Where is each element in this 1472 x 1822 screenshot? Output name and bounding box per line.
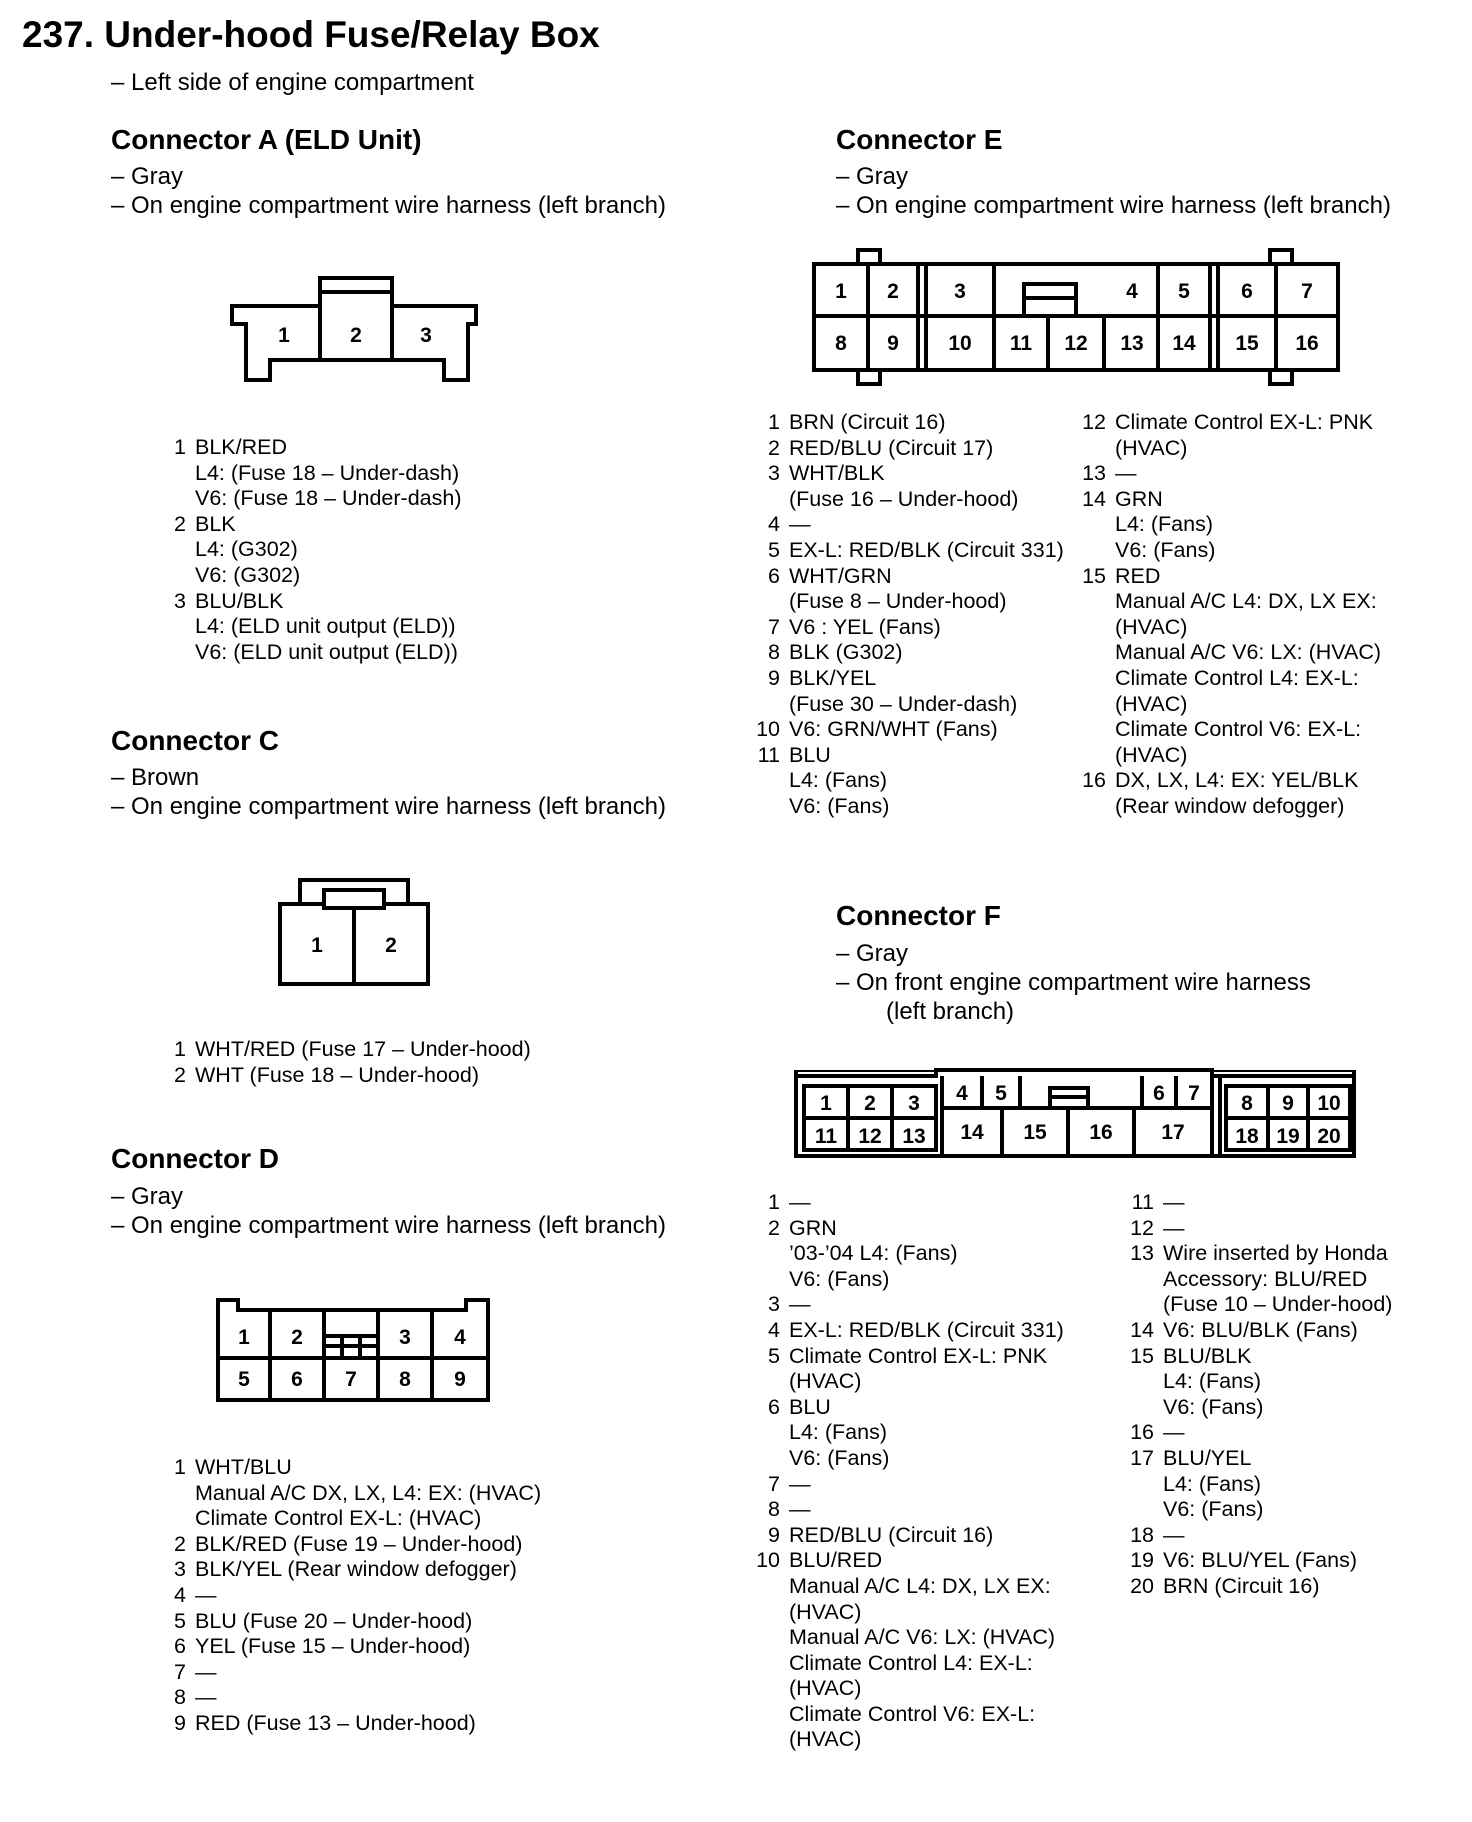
pin-f-8: 8 — [752, 1497, 1064, 1523]
pin-number: 15 [1130, 1343, 1154, 1368]
connector-d-cavity-1: 1 [238, 1326, 250, 1349]
pin-number: 11 [1131, 1190, 1154, 1214]
connector-d-cavity-4: 4 [454, 1326, 466, 1349]
connector-f-cavity-10: 10 [1317, 1092, 1341, 1115]
connector-d-cavity-8: 8 [399, 1368, 411, 1391]
pin-number: 11 [757, 742, 780, 767]
pin-number: 12 [1082, 410, 1106, 434]
connector-e-cavity-11: 11 [1009, 332, 1033, 355]
pin-number: 7 [768, 614, 780, 639]
connector-c-pin-list [158, 1037, 531, 1088]
pin-number: 20 [1130, 1573, 1154, 1598]
pin-number: 4 [768, 512, 780, 537]
connector-d-cavity-3: 3 [399, 1326, 411, 1349]
pin-d-7: 7 — [158, 1660, 541, 1686]
connector-d-cavity-9: 9 [454, 1368, 466, 1391]
connector-f-cavity-4: 4 [956, 1082, 968, 1105]
connector-e-cavity-15: 15 [1235, 332, 1259, 355]
pin-d-4: 4 — [158, 1583, 541, 1609]
connector-d-pin-list [158, 1455, 541, 1737]
pin-e-2: 2 RED/BLU (Circuit 17) [752, 436, 1064, 462]
connector-f-cavity-1: 1 [820, 1092, 832, 1115]
connector-f-cavity-5: 5 [995, 1082, 1007, 1105]
connector-e-cavity-10: 10 [948, 332, 972, 355]
connector-e-cavity-1: 1 [835, 280, 847, 303]
connector-e-cavity-2: 2 [887, 280, 899, 303]
pin-e-8: 8 BLK (G302) [752, 640, 1064, 666]
pin-number: 5 [174, 1608, 186, 1633]
pin-number: 8 [768, 640, 780, 665]
pin-number: 1 [174, 1455, 186, 1479]
pin-number: 12 [1130, 1215, 1154, 1240]
pin-c-2: 2 WHT (Fuse 18 – Under-hood) [158, 1063, 531, 1089]
pin-e-12: 12 Climate Control EX-L: PNK (HVAC) [1078, 410, 1381, 461]
pin-number: 16 [1130, 1420, 1154, 1445]
connector-f-cavity-11: 11 [814, 1125, 838, 1148]
pin-d-5: 5 BLU (Fuse 20 – Under-hood) [158, 1609, 541, 1635]
pin-number: 9 [768, 665, 780, 690]
pin-f-5: 5 Climate Control EX-L: PNK (HVAC) [752, 1344, 1064, 1395]
connector-a-cavity-3: 3 [420, 324, 432, 347]
connector-e-cavity-5: 5 [1178, 280, 1190, 303]
connector-f-cavity-6: 6 [1153, 1082, 1165, 1105]
connector-e-title: Connector E [836, 124, 1003, 155]
connector-f-location-cont: (left branch) [886, 998, 1015, 1025]
pin-number: 6 [768, 1394, 780, 1419]
pin-e-1: 1 BRN (Circuit 16) [752, 410, 1064, 436]
connector-e-color: – Gray [836, 163, 909, 190]
pin-e-15: 15 RED Manual A/C L4: DX, LX EX: (HVAC) Manual A/C V6: LX: (HVAC) Climate Control L4: EX-L: (HVAC) Climate Control V6: EX-L: (HVAC) [1078, 564, 1381, 769]
connector-e-cavity-7: 7 [1301, 280, 1313, 303]
pin-f-7: 7 — [752, 1472, 1064, 1498]
pin-number: 3 [174, 588, 186, 613]
connector-a-cavity-2: 2 [350, 324, 362, 347]
pin-number: 4 [174, 1582, 186, 1607]
pin-a-2: 2 BLK L4: (G302) V6: (G302) [158, 512, 462, 589]
connector-f-cavity-3: 3 [908, 1092, 920, 1115]
pin-number: 5 [768, 1343, 780, 1368]
pin-d-8: 8 — [158, 1685, 541, 1711]
pin-a-3: 3 BLU/BLK L4: (ELD unit output (ELD)) V6: (ELD unit output (ELD)) [158, 589, 462, 666]
pin-number: 2 [174, 1062, 186, 1087]
connector-c-color: – Brown [111, 764, 200, 791]
connector-e-cavity-3: 3 [954, 280, 966, 303]
connector-a-color: – Gray [111, 163, 184, 190]
pin-a-1: 1 BLK/RED L4: (Fuse 18 – Under-dash) V6: (Fuse 18 – Under-dash) [158, 435, 462, 512]
pin-f-10: 10 BLU/RED Manual A/C L4: DX, LX EX: (HVAC) Manual A/C V6: LX: (HVAC) Climate Control L4: EX-L: (HVAC) Climate Control V6: EX-L: (HVAC) [752, 1548, 1064, 1753]
pin-f-6: 6 BLU L4: (Fans) V6: (Fans) [752, 1395, 1064, 1472]
pin-number: 1 [768, 410, 780, 434]
connector-a-location: – On engine compartment wire harness (left branch) [111, 192, 666, 219]
connector-d-cavity-7: 7 [345, 1368, 357, 1391]
pin-number: 19 [1130, 1548, 1154, 1573]
connector-f-cavity-18: 18 [1235, 1125, 1259, 1148]
connector-f-cavity-12: 12 [858, 1125, 882, 1148]
connector-d-desc [111, 1182, 666, 1240]
connector-c-cavity-1: 1 [311, 934, 323, 957]
pin-d-9: 9 RED (Fuse 13 – Under-hood) [158, 1711, 541, 1737]
pin-number: 2 [174, 1531, 186, 1556]
pin-d-1: 1 WHT/BLU Manual A/C DX, LX, L4: EX: (HVAC) Climate Control EX-L: (HVAC) [158, 1455, 541, 1532]
connector-a-cavity-1: 1 [278, 324, 290, 347]
connector-d-diagram [214, 1296, 492, 1404]
page-subtitle: – Left side of engine compartment [111, 69, 474, 96]
pin-number: 8 [174, 1685, 186, 1710]
pin-number: 1 [174, 435, 186, 459]
pin-number: 6 [174, 1634, 186, 1659]
pin-f-4: 4 EX-L: RED/BLK (Circuit 331) [752, 1318, 1064, 1344]
connector-f-cavity-8: 8 [1241, 1092, 1253, 1115]
pin-number: 13 [1130, 1241, 1154, 1266]
pin-f-19: 19 V6: BLU/YEL (Fans) [1126, 1548, 1392, 1574]
connector-e-cavity-13: 13 [1120, 332, 1144, 355]
pin-f-14: 14 V6: BLU/BLK (Fans) [1126, 1318, 1392, 1344]
connector-f-cavity-20: 20 [1317, 1125, 1341, 1148]
connector-f-pin-list-right [1126, 1190, 1392, 1600]
pin-number: 2 [768, 435, 780, 460]
connector-a-title: Connector A (ELD Unit) [111, 124, 422, 155]
pin-number: 8 [768, 1497, 780, 1522]
pin-number: 3 [174, 1557, 186, 1582]
connector-e-cavity-14: 14 [1172, 332, 1196, 355]
connector-e-cavity-6: 6 [1241, 280, 1253, 303]
connector-c-location: – On engine compartment wire harness (left branch) [111, 793, 666, 820]
pin-number: 14 [1130, 1317, 1154, 1342]
pin-d-3: 3 BLK/YEL (Rear window defogger) [158, 1557, 541, 1583]
pin-f-17: 17 BLU/YEL L4: (Fans) V6: (Fans) [1126, 1446, 1392, 1523]
pin-f-2: 2 GRN ’03-’04 L4: (Fans) V6: (Fans) [752, 1216, 1064, 1293]
pin-f-3: 3 — [752, 1292, 1064, 1318]
connector-e-diagram [806, 244, 1346, 388]
pin-f-1: 1 — [752, 1190, 1064, 1216]
connector-f-cavity-14: 14 [960, 1121, 984, 1144]
pin-e-9: 9 BLK/YEL (Fuse 30 – Under-dash) [752, 666, 1064, 717]
pin-number: 15 [1082, 563, 1106, 588]
pin-f-9: 9 RED/BLU (Circuit 16) [752, 1523, 1064, 1549]
connector-f-pin-list-left [752, 1190, 1064, 1753]
pin-d-6: 6 YEL (Fuse 15 – Under-hood) [158, 1634, 541, 1660]
connector-d-cavity-6: 6 [291, 1368, 303, 1391]
pin-f-11: 11 — [1126, 1190, 1392, 1216]
pin-d-2: 2 BLK/RED (Fuse 19 – Under-hood) [158, 1532, 541, 1558]
connector-a-pin-list [158, 435, 462, 665]
connector-e-cavity-12: 12 [1064, 332, 1088, 355]
connector-a-desc [111, 162, 666, 220]
pin-number: 2 [174, 511, 186, 536]
connector-f-cavity-2: 2 [864, 1092, 876, 1115]
pin-e-4: 4 — [752, 512, 1064, 538]
connector-a-diagram [228, 272, 482, 386]
pin-number: 7 [768, 1471, 780, 1496]
pin-number: 14 [1082, 486, 1106, 511]
pin-number: 2 [768, 1215, 780, 1240]
pin-e-11: 11 BLU L4: (Fans) V6: (Fans) [752, 743, 1064, 820]
pin-e-16: 16 DX, LX, L4: EX: YEL/BLK (Rear window defogger) [1078, 768, 1381, 819]
pin-number: 10 [756, 1548, 780, 1573]
connector-f-cavity-19: 19 [1276, 1125, 1300, 1148]
pin-number: 6 [768, 563, 780, 588]
connector-c-cavity-2: 2 [385, 934, 397, 957]
connector-e-pin-list-right [1078, 410, 1381, 820]
connector-f-cavity-9: 9 [1282, 1092, 1294, 1115]
connector-c-desc [111, 763, 666, 821]
connector-c-title: Connector C [111, 725, 279, 756]
connector-d-title: Connector D [111, 1143, 279, 1174]
pin-f-16: 16 — [1126, 1420, 1392, 1446]
connector-f-cavity-15: 15 [1023, 1121, 1047, 1144]
pin-number: 16 [1082, 768, 1106, 793]
page-title: 237. Under-hood Fuse/Relay Box [22, 14, 600, 55]
pin-number: 3 [768, 461, 780, 486]
connector-d-cavity-2: 2 [291, 1326, 303, 1349]
connector-e-cavity-8: 8 [835, 332, 847, 355]
connector-e-cavity-9: 9 [887, 332, 899, 355]
connector-e-desc [836, 162, 1391, 220]
pin-number: 13 [1082, 461, 1106, 486]
pin-number: 17 [1130, 1445, 1154, 1470]
pin-f-18: 18 — [1126, 1523, 1392, 1549]
pin-number: 4 [768, 1317, 780, 1342]
connector-f-title: Connector F [836, 900, 1001, 931]
pin-number: 5 [768, 537, 780, 562]
pin-e-5: 5 EX-L: RED/BLK (Circuit 331) [752, 538, 1064, 564]
pin-number: 1 [174, 1037, 186, 1061]
pin-e-6: 6 WHT/GRN (Fuse 8 – Under-hood) [752, 564, 1064, 615]
connector-f-desc [836, 939, 1311, 1026]
connector-f-cavity-7: 7 [1188, 1082, 1200, 1105]
pin-c-1: 1 WHT/RED (Fuse 17 – Under-hood) [158, 1037, 531, 1063]
connector-c-diagram [276, 876, 432, 988]
pin-f-13: 13 Wire inserted by Honda Accessory: BLU/RED (Fuse 10 – Under-hood) [1126, 1241, 1392, 1318]
pin-e-13: 13 — [1078, 461, 1381, 487]
connector-e-cavity-4: 4 [1126, 280, 1138, 303]
pin-number: 18 [1130, 1522, 1154, 1547]
pin-f-15: 15 BLU/BLK L4: (Fans) V6: (Fans) [1126, 1344, 1392, 1421]
pin-f-12: 12 — [1126, 1216, 1392, 1242]
pin-e-10: 10 V6: GRN/WHT (Fans) [752, 717, 1064, 743]
connector-d-cavity-5: 5 [238, 1368, 250, 1391]
pin-number: 1 [768, 1190, 780, 1214]
pin-number: 7 [174, 1659, 186, 1684]
connector-d-color: – Gray [111, 1183, 184, 1210]
connector-f-cavity-13: 13 [902, 1125, 926, 1148]
pin-e-14: 14 GRN L4: (Fans) V6: (Fans) [1078, 487, 1381, 564]
connector-f-location: – On front engine compartment wire harness [836, 969, 1311, 996]
connector-e-cavity-16: 16 [1295, 332, 1319, 355]
connector-e-location: – On engine compartment wire harness (left branch) [836, 192, 1391, 219]
connector-f-color: – Gray [836, 940, 909, 967]
pin-e-3: 3 WHT/BLK (Fuse 16 – Under-hood) [752, 461, 1064, 512]
pin-number: 9 [768, 1522, 780, 1547]
connector-f-cavity-16: 16 [1089, 1121, 1113, 1144]
pin-e-7: 7 V6 : YEL (Fans) [752, 615, 1064, 641]
pin-number: 9 [174, 1710, 186, 1735]
pin-number: 3 [768, 1292, 780, 1317]
connector-f-cavity-17: 17 [1161, 1121, 1185, 1144]
pin-f-20: 20 BRN (Circuit 16) [1126, 1574, 1392, 1600]
connector-f-diagram [792, 1066, 1360, 1160]
connector-e-pin-list-left [752, 410, 1064, 820]
pin-number: 10 [756, 717, 780, 742]
connector-d-location: – On engine compartment wire harness (left branch) [111, 1212, 666, 1239]
